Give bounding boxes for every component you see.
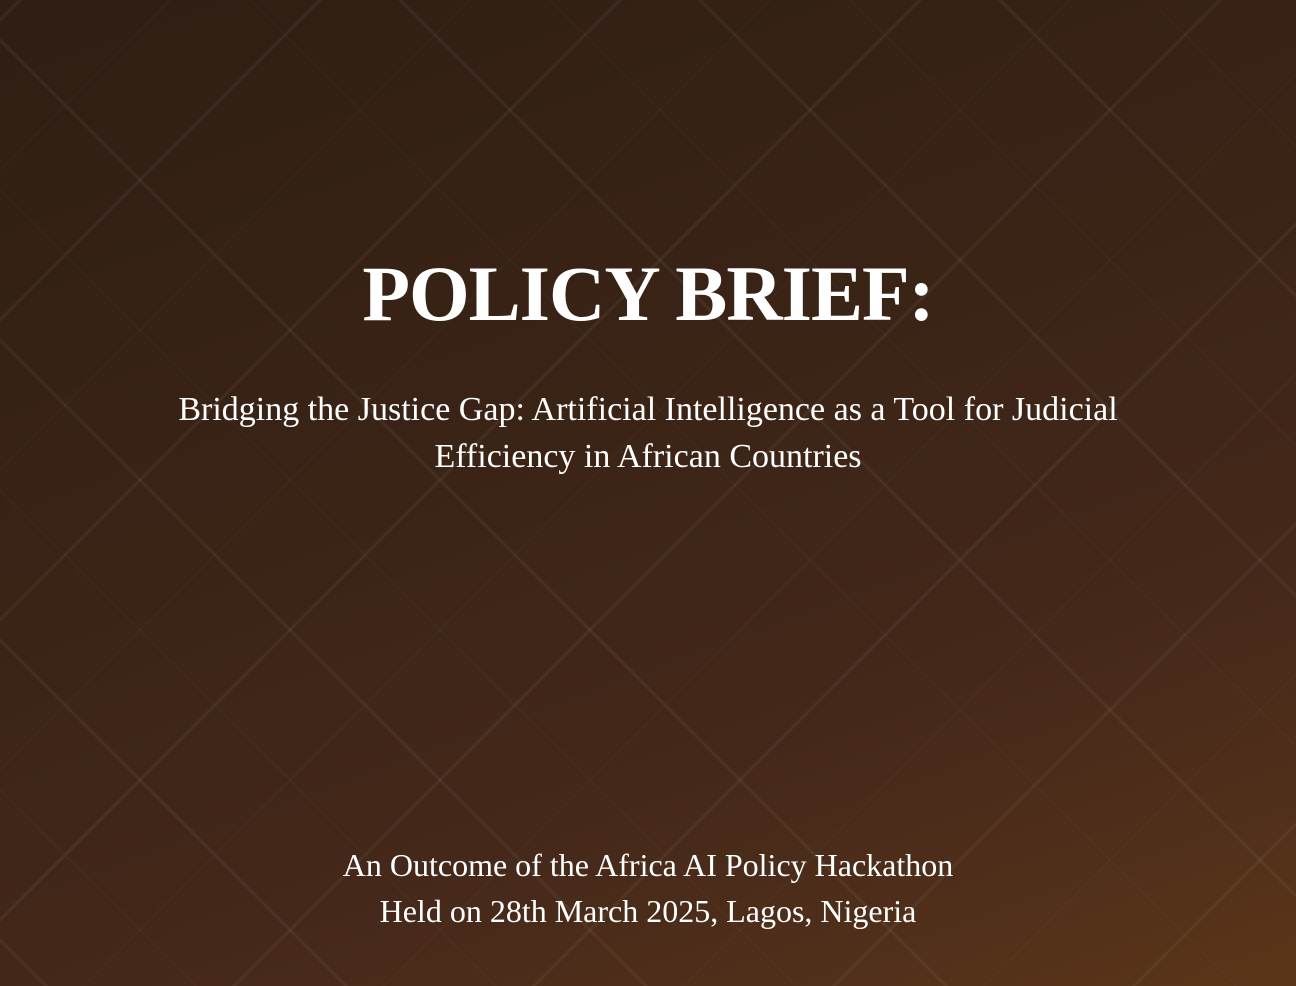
event-outcome-line: An Outcome of the Africa AI Policy Hackathon <box>342 847 954 883</box>
page-title: POLICY BRIEF: <box>362 250 934 337</box>
subtitle: Bridging the Justice Gap: Artificial Intelligence as a Tool for Judicial Efficiency in African Countries <box>178 391 1118 475</box>
event-date-location-line: Held on 28th March 2025, Lagos, Nigeria <box>379 893 917 929</box>
event-info <box>0 842 1296 934</box>
